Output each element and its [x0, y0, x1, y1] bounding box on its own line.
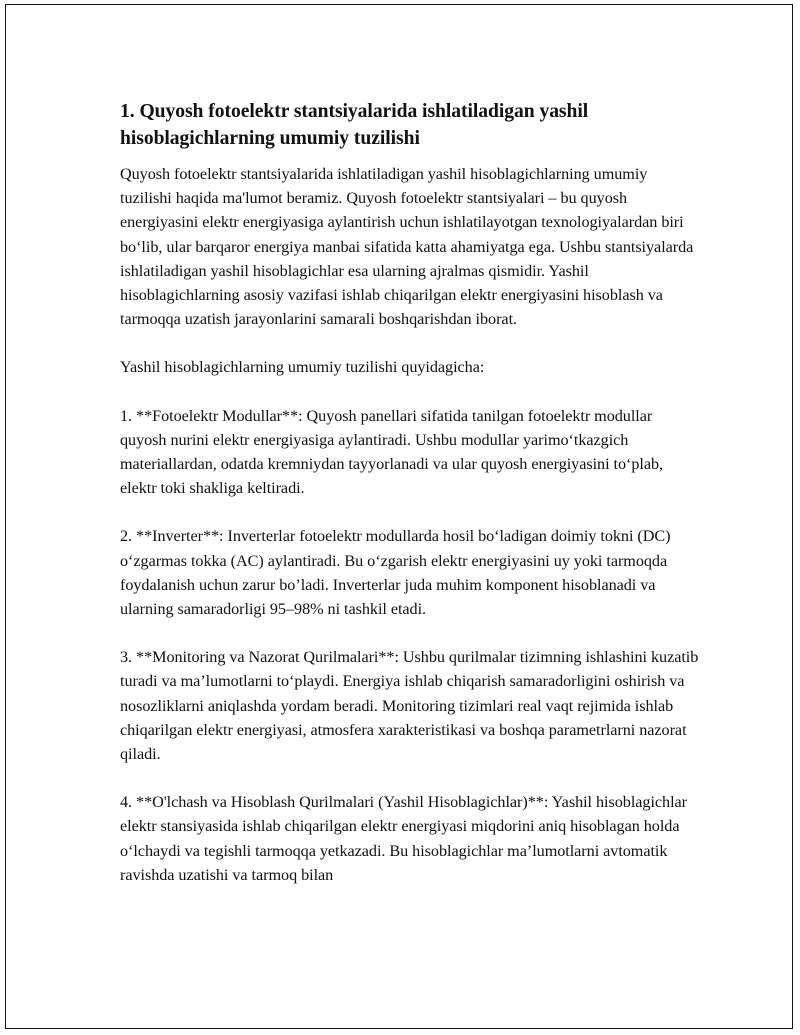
section-heading: 1. Quyosh fotoelektr stantsiyalarida ishlatiladigan yashil hisoblagichlarning umumiy tuzilishi: [120, 101, 589, 149]
structure-lead-paragraph: Yashil hisoblagichlarning umumiy tuzilishi quyidagicha:: [120, 358, 485, 377]
list-item-monitoring: 3. **Monitoring va Nazorat Qurilmalari**: Ushbu qurilmalar tizimning ishlashini kuzatib turadi va ma’lumotlarni to‘playdi. Energiya ishlab chiqarish samaradorligini oshirish va nosozliklarni aniqlashda yordam beradi. Monitoring tizimlari real vaqt rejimida ishlab chiqarilgan elektr energiyasi, atmosfera xarakteristikasi va boshqa parametrlarni nazorat qiladi.: [120, 648, 699, 764]
intro-paragraph: Quyosh fotoelektr stantsiyalarida ishlatiladigan yashil hisoblagichlarning umumiy tuzilishi haqida ma'lumot beramiz. Quyosh fotoelektr stantsiyalari – bu quyosh energiyasini elektr energiyasiga aylantirish uchun ishlatilayotgan texnologiyalardan biri bo‘lib, ular barqaror energiya manbai sifatida katta ahamiyatga ega. Ushbu stantsiyalarda ishlatiladigan yashil hisoblagichlar esa ularning ajralmas qismidir. Yashil hisoblagichlarning asosiy vazifasi ishlab chiqarilgan elektr energiyasini hisoblash va tarmoqqa uzatish jarayonlarini samarali boshqarishdan iborat.: [120, 165, 694, 329]
document-body: [120, 98, 700, 911]
list-item-metering: 4. **O'lchash va Hisoblash Qurilmalari (Yashil Hisoblagichlar)**: Yashil hisoblagichlar elektr stansiyasida ishlab chiqarilgan elektr energiyasi miqdorini aniq hisoblagan holda o‘lchaydi va tegishli tarmoqqa yetkazadi. Bu hisoblagichlar ma’lumotlarni avtomatik ravishda uzatishi va tarmoq bilan: [120, 793, 688, 884]
document-page: [5, 4, 793, 1029]
list-item-inverter: 2. **Inverter**: Inverterlar fotoelektr modullarda hosil bo‘ladigan doimiy tokni (DC) o‘zgarmas tokka (AC) aylantiradi. Bu o‘zgarish elektr energiyasini uy yoki tarmoqda foydalanish uchun zarur bo’ladi. Inverterlar juda muhim komponent hisoblanadi va ularning samaradorligi 95–98% ni tashkil etadi.: [120, 527, 671, 619]
list-item-photovoltaic-modules: 1. **Fotoelektr Modullar**: Quyosh panellari sifatida tanilgan fotoelektr modullar quyosh nurini elektr energiyasiga aylantiradi. Ushbu modullar yarimo‘tkazgich materiallardan, odatda kremniydan tayyorlanadi va ular quyosh energiyasini to‘plab, elektr toki shakliga keltiradi.: [120, 406, 664, 498]
